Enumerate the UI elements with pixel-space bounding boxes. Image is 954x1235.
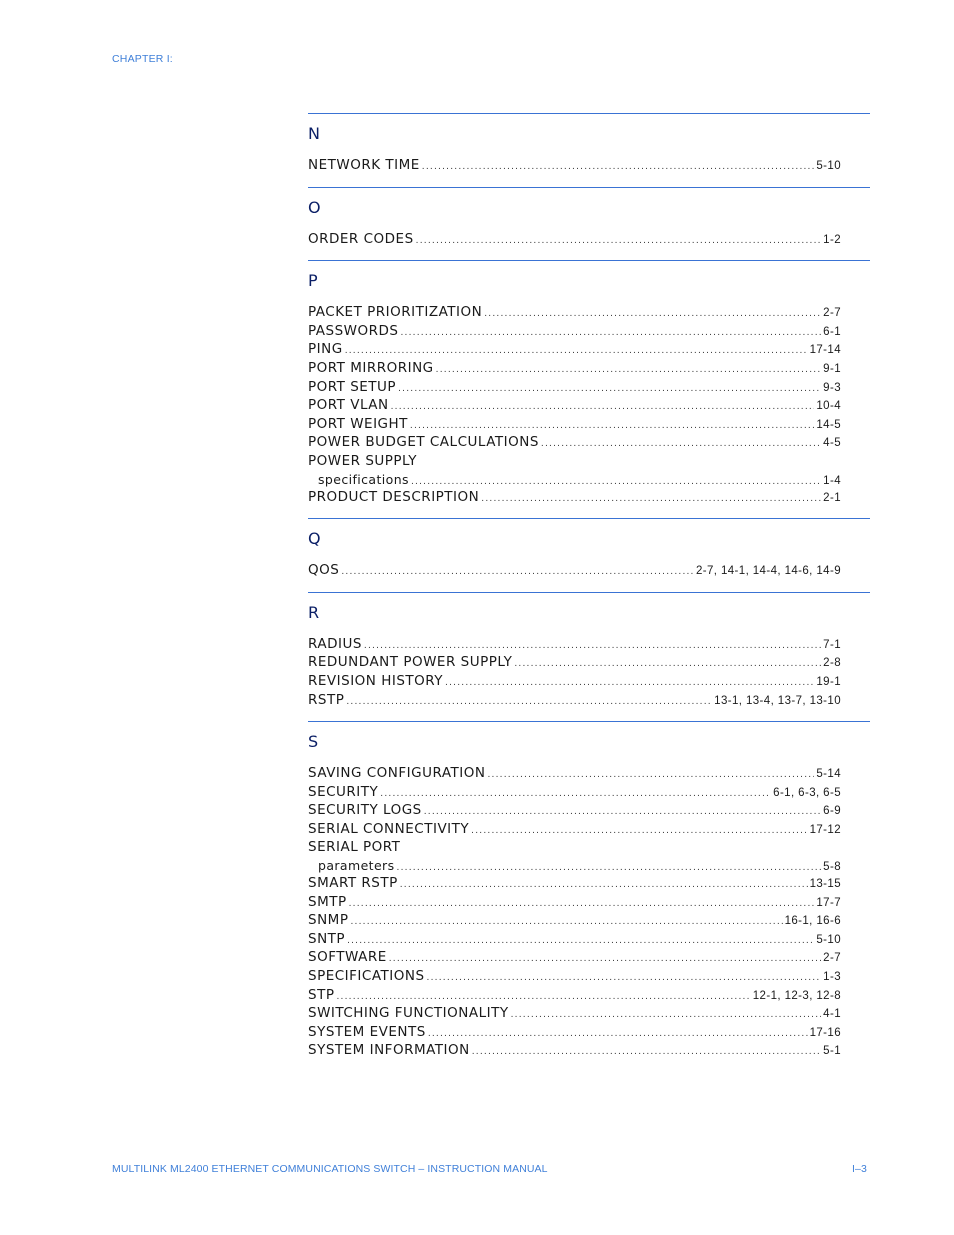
dot-leader — [350, 913, 782, 930]
entry-page-ref: 5-14 — [816, 768, 841, 781]
dot-leader — [416, 232, 822, 249]
entry-term: REVISION HISTORY — [308, 672, 444, 689]
entry-page-ref: 2-8 — [823, 657, 841, 670]
index-entry — [308, 874, 841, 893]
section-letter: N — [308, 124, 320, 143]
dot-leader — [427, 969, 822, 986]
entry-term: SWITCHING FUNCTIONALITY — [308, 1005, 509, 1022]
index-entry — [308, 1041, 841, 1060]
footer-title: MULTILINK ML2400 ETHERNET COMMUNICATIONS SWITCH – INSTRUCTION MANUAL — [112, 1163, 548, 1175]
dot-leader — [400, 324, 821, 341]
index-entry — [308, 230, 841, 249]
entry-page-ref: 14-5 — [816, 418, 841, 431]
index-entry — [308, 948, 841, 967]
section-divider — [308, 721, 870, 722]
section-letter: Q — [308, 529, 321, 549]
index-entry — [308, 986, 841, 1005]
entry-term: PORT SETUP — [308, 378, 397, 395]
entry-term: SNMP — [308, 912, 349, 929]
index-entry — [308, 838, 841, 857]
entry-term: SOFTWARE — [308, 949, 387, 966]
index-entry — [308, 893, 841, 912]
entry-term: POWER BUDGET CALCULATIONS — [308, 434, 539, 451]
dot-leader — [484, 305, 821, 322]
entry-page-ref: 5-10 — [816, 160, 841, 172]
entry-term: SMTP — [308, 893, 347, 910]
dot-leader — [424, 803, 821, 820]
entry-term: PORT WEIGHT — [308, 415, 408, 432]
entry-page-ref: 13-15 — [809, 878, 841, 891]
entry-term: STP — [308, 986, 335, 1003]
dot-leader — [472, 1043, 821, 1060]
index-entry — [308, 1004, 841, 1023]
entry-term: SAVING CONFIGURATION — [308, 765, 486, 782]
section-divider — [308, 518, 870, 519]
entry-term: PRODUCT DESCRIPTION — [308, 488, 480, 505]
entry-term: PACKET PRIORITIZATION — [308, 304, 483, 321]
entry-list — [308, 561, 870, 580]
dot-leader — [389, 950, 821, 967]
entry-page-ref: 5-10 — [816, 933, 841, 946]
dot-leader — [346, 693, 712, 710]
index-entry — [308, 930, 841, 949]
entry-term: specifications — [318, 471, 409, 487]
dot-leader — [445, 674, 814, 691]
index-section-o — [308, 187, 870, 261]
dot-leader — [397, 860, 822, 874]
section-letter: P — [308, 271, 318, 291]
section-letter: R — [308, 602, 320, 622]
index-entry — [308, 967, 841, 986]
index-entry — [308, 691, 841, 710]
entry-list — [308, 156, 870, 175]
index-entry — [308, 433, 841, 452]
index-entry — [308, 635, 841, 654]
entry-page-ref: 2-1 — [823, 491, 841, 504]
index-entry — [308, 653, 841, 672]
entry-page-ref: 2-7, 14-1, 14-4, 14-6, 14-9 — [695, 565, 841, 578]
index-entry — [308, 820, 841, 839]
entry-term: ORDER CODES — [308, 230, 414, 247]
entry-list — [308, 635, 870, 709]
index-entry — [308, 378, 841, 397]
index-subentry — [308, 471, 841, 488]
section-divider — [308, 113, 870, 114]
entry-term: PASSWORDS — [308, 322, 399, 339]
entry-page-ref: 12-1, 12-3, 12-8 — [752, 989, 841, 1002]
entry-list — [308, 230, 870, 249]
entry-term: RSTP — [308, 691, 345, 708]
entry-term: POWER SUPPLY — [308, 452, 418, 469]
chapter-header: CHAPTER I: — [112, 53, 173, 65]
entry-term: PING — [308, 341, 343, 358]
index-entry — [308, 911, 841, 930]
index-entry — [308, 764, 841, 783]
dot-leader — [349, 895, 815, 912]
dot-leader — [481, 490, 821, 507]
dot-leader — [391, 398, 815, 415]
dot-leader — [511, 1006, 822, 1023]
entry-page-ref: 17-16 — [809, 1026, 841, 1039]
entry-term: SERIAL CONNECTIVITY — [308, 820, 470, 837]
entry-page-ref: 9-3 — [823, 381, 841, 394]
dot-leader — [411, 474, 821, 488]
entry-page-ref: 2-7 — [823, 952, 841, 965]
dot-leader — [347, 932, 814, 949]
entry-term: SECURITY — [308, 783, 379, 800]
footer-page-number: I–3 — [852, 1163, 867, 1175]
index-entry — [308, 801, 841, 820]
index-entry — [308, 561, 841, 580]
section-divider — [308, 260, 870, 261]
entry-term: PORT VLAN — [308, 397, 389, 414]
dot-leader — [380, 785, 771, 802]
dot-leader — [514, 655, 821, 672]
entry-term: REDUNDANT POWER SUPPLY — [308, 654, 513, 671]
entry-page-ref: 7-1 — [823, 638, 841, 651]
index-entry — [308, 783, 841, 802]
entry-page-ref: 4-5 — [823, 437, 841, 450]
entry-term: QOS — [308, 562, 340, 579]
dot-leader — [336, 988, 750, 1005]
entry-page-ref: 1-3 — [823, 971, 841, 984]
index-entry — [308, 452, 841, 471]
entry-page-ref: 1-4 — [823, 474, 841, 487]
index-entry — [308, 488, 841, 507]
index-section-p — [308, 260, 870, 518]
entry-term: SPECIFICATIONS — [308, 968, 425, 985]
section-letter: S — [308, 732, 319, 752]
dot-leader — [541, 435, 821, 452]
entry-page-ref: 2-7 — [823, 307, 841, 320]
entry-page-ref: 16-1, 16-6 — [784, 915, 841, 928]
dot-leader — [428, 1025, 808, 1042]
entry-term: SECURITY LOGS — [308, 802, 422, 819]
index-section-q — [308, 518, 870, 592]
dot-leader — [436, 361, 822, 378]
entry-page-ref: 19-1 — [816, 675, 841, 688]
index-section-r — [308, 592, 870, 721]
index-entry — [308, 415, 841, 434]
entry-term: NETWORK TIME — [308, 157, 420, 173]
entry-page-ref: 9-1 — [823, 362, 841, 375]
entry-page-ref: 5-8 — [823, 861, 841, 874]
index-entry — [308, 1023, 841, 1042]
section-letter: O — [308, 197, 321, 217]
dot-leader — [471, 822, 807, 839]
index-entry — [308, 672, 841, 691]
index-entry — [308, 340, 841, 359]
dot-leader — [398, 380, 821, 397]
entry-term: SYSTEM INFORMATION — [308, 1042, 470, 1059]
entry-term: SYSTEM EVENTS — [308, 1023, 426, 1040]
dot-leader — [341, 563, 694, 580]
entry-term: SERIAL PORT — [308, 839, 401, 856]
entry-term: RADIUS — [308, 635, 362, 652]
entry-page-ref: 17-14 — [809, 344, 841, 357]
entry-list — [308, 764, 870, 1060]
entry-page-ref: 17-7 — [816, 896, 841, 909]
entry-page-ref: 6-1 — [823, 325, 841, 338]
entry-page-ref: 17-12 — [809, 823, 841, 836]
entry-list — [308, 303, 870, 506]
dot-leader — [364, 637, 821, 654]
index-entry — [308, 359, 841, 378]
entry-page-ref: 4-1 — [823, 1008, 841, 1021]
index-entry — [308, 303, 841, 322]
dot-leader — [487, 766, 814, 783]
entry-page-ref: 1-2 — [823, 233, 841, 246]
dot-leader — [400, 876, 808, 893]
index-entry — [308, 322, 841, 341]
index-section-n — [308, 113, 870, 187]
dot-leader — [345, 342, 808, 359]
section-divider — [308, 187, 870, 188]
index-list — [308, 113, 870, 1060]
entry-term: SMART RSTP — [308, 875, 398, 892]
index-entry — [308, 396, 841, 415]
entry-term: SNTP — [308, 930, 346, 947]
index-subentry — [308, 857, 841, 874]
index-entry — [308, 156, 841, 175]
entry-page-ref: 10-4 — [816, 400, 841, 413]
entry-page-ref: 5-1 — [823, 1045, 841, 1058]
entry-page-ref: 6-1, 6-3, 6-5 — [773, 786, 841, 799]
entry-term: PORT MIRRORING — [308, 359, 434, 376]
dot-leader — [422, 158, 815, 175]
section-divider — [308, 592, 870, 593]
entry-page-ref: 13-1, 13-4, 13-7, 13-10 — [714, 694, 841, 707]
entry-term: parameters — [318, 858, 395, 874]
index-section-s — [308, 721, 870, 1060]
entry-page-ref: 6-9 — [823, 805, 841, 818]
dot-leader — [410, 417, 814, 434]
